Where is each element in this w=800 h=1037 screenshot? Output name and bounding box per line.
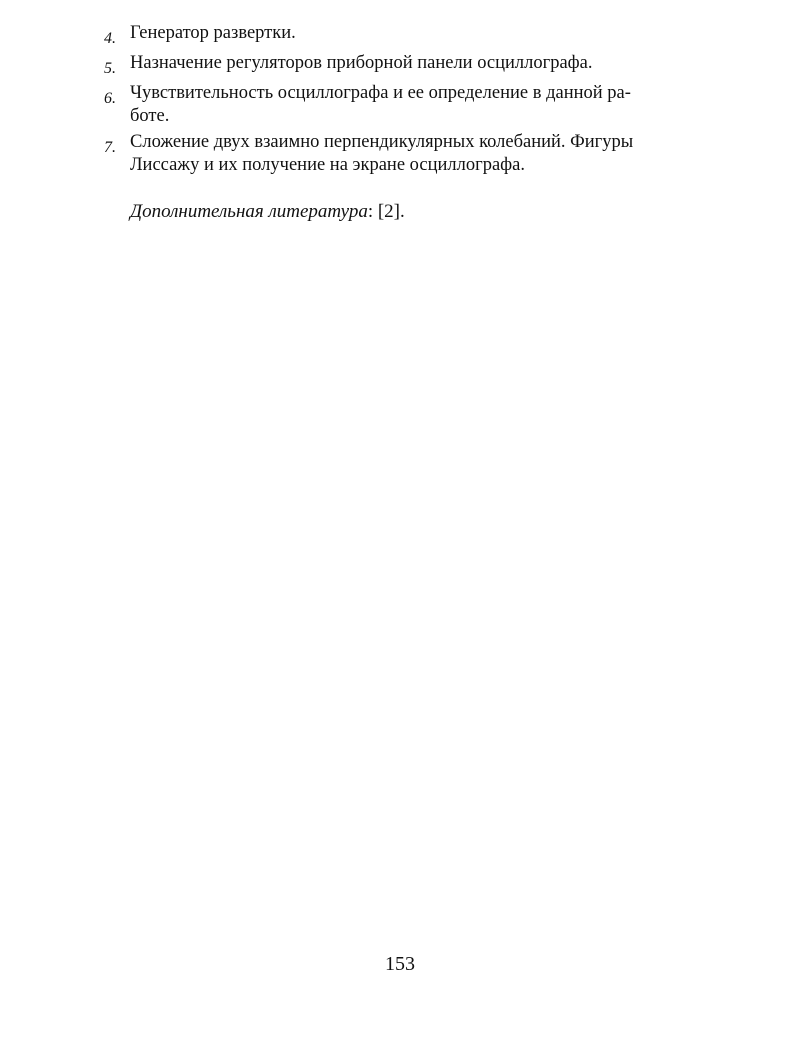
item-text [130,22,704,45]
list-item [104,82,704,128]
item-number: 4. [104,30,116,47]
item-text [130,52,704,75]
page-number: 153 [385,953,415,975]
list-item [104,22,704,49]
item-line: Назначение регуляторов приборной панели осциллографа. [130,53,593,73]
item-text [130,131,704,177]
list-item [104,131,704,177]
questions-list [104,22,704,177]
item-number: 6. [104,90,116,107]
item-line: Генератор развертки. [130,23,296,43]
additional-references [130,200,405,224]
item-number: 7. [104,139,116,156]
item-text [130,82,704,128]
references-value: : [2]. [367,201,405,222]
item-number: 5. [104,60,116,77]
list-item [104,52,704,79]
item-line: Чувствительность осциллографа и ее определение в данной ра- [130,83,631,103]
references-label: Дополнительная литература [130,201,368,222]
item-line: боте. [130,106,170,126]
item-line: Сложение двух взаимно перпендикулярных колебаний. Фигуры [130,132,634,152]
item-line: Лиссажу и их получение на экране осциллографа. [130,155,525,175]
